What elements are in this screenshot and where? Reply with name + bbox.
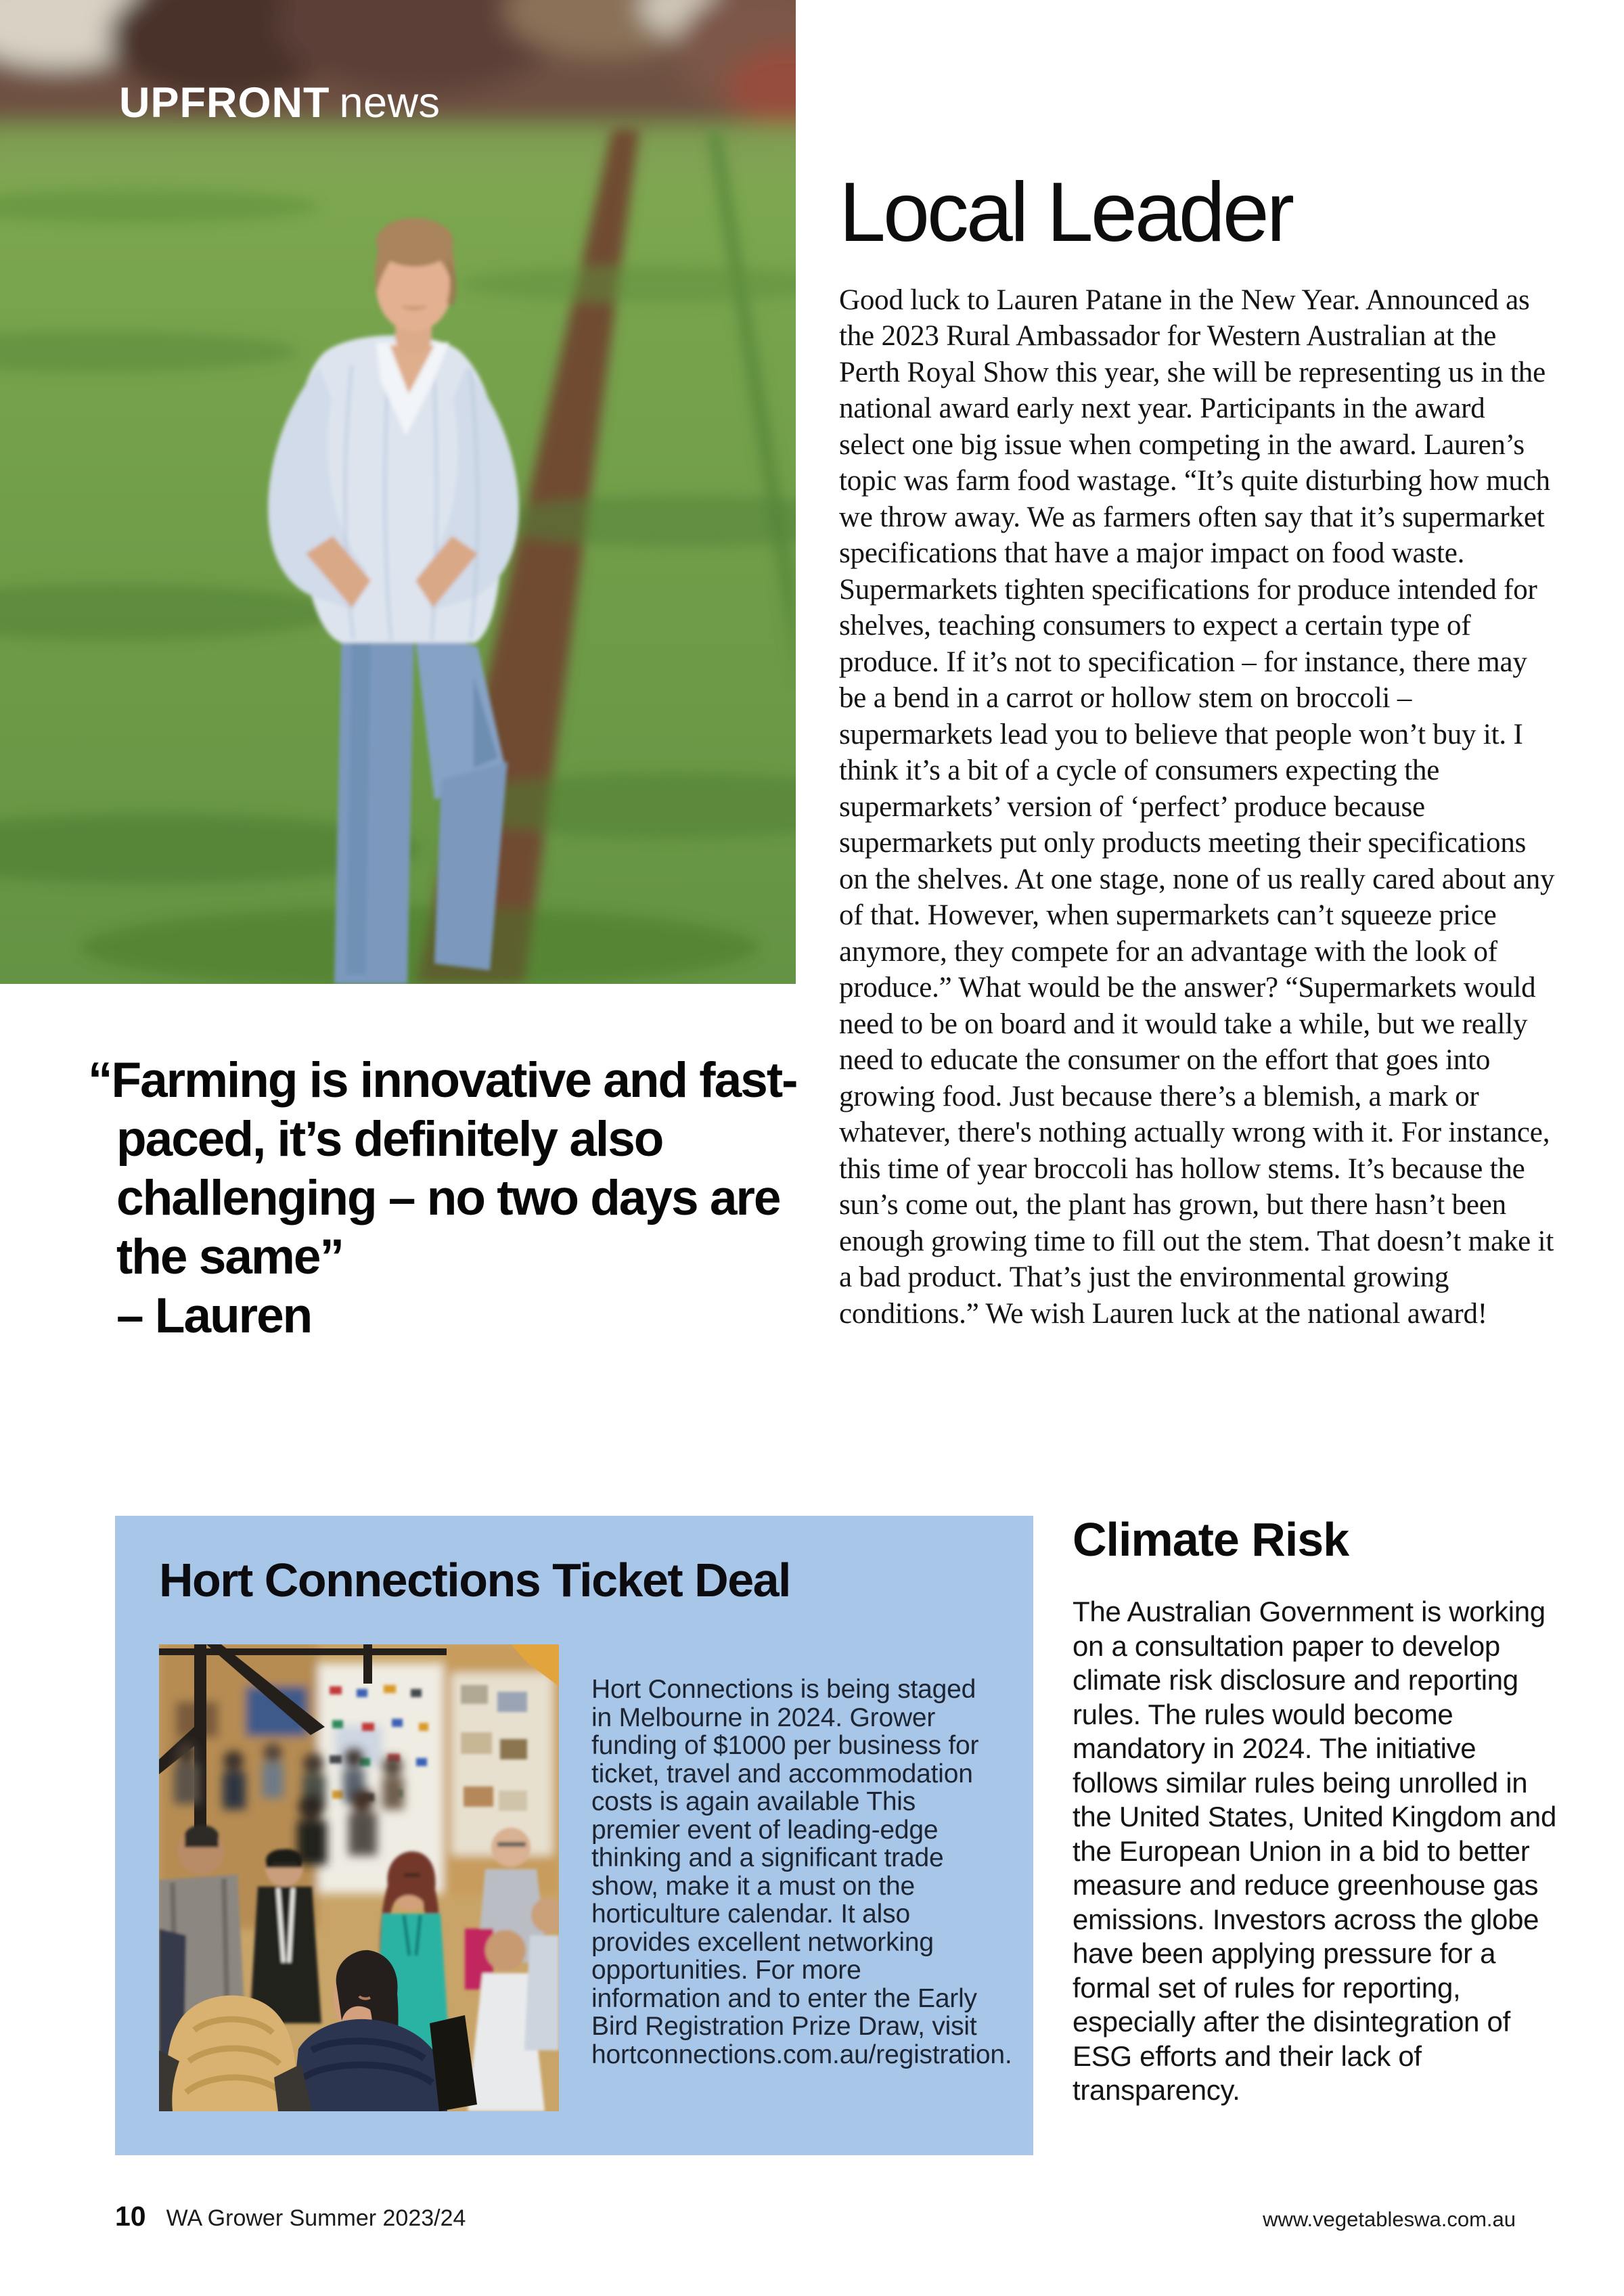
hort-box-body: Hort Connections is being staged in Melbourne in 2024. Grower funding of $1000 per business for ticket, travel and accommodation costs is again available This premier event of leading-edge thinking and a significant trade show, make it a must on the horticulture calendar. It also provides excellent networking opportunities. For more information and to enter the Early Bird Registration Prize Draw, visit hortconnections.com.au/registration. <box>591 1675 1012 2069</box>
local-leader-article <box>839 166 1555 1332</box>
local-leader-body: Good luck to Lauren Patane in the New Year. Announced as the 2023 Rural Ambassador for Western Australian at the Perth Royal Show this year, she will be representing us in the national award early next year. Participants in the award select one big issue when competing in the award. Lauren’s topic was farm food wastage. “It’s quite disturbing how much we throw away. We as farmers often say that it’s supermarket specifications that have a major impact on food waste. Supermarkets tighten specifications for produce intended for shelves, teaching consumers to expect a certain type of produce. If it’s not to specification – for instance, there may be a bend in a carrot or hollow stem on broccoli – supermarkets lead you to believe that people won’t buy it. I think it’s a bit of a cycle of consumers expecting the supermarkets’ version of ‘perfect’ produce because supermarkets put only products meeting their specifications on the shelves. At one stage, none of us really cared about any of that. However, when supermarkets can’t squeeze price anymore, they compete for an advantage with the look of produce.” What would be the answer? “Supermarkets would need to be on board and it would take a while, but we really need to educate the consumer on the effort that goes into growing food. Just because there’s a blemish, a mark or whatever, there's nothing actually wrong with it. For instance, this time of year broccoli has hollow stems. It’s because the sun’s come out, the plant has grown, but there hasn’t been enough growing time to fill out the stem. That doesn’t make it a bad product. That’s just the environmental growing conditions.” We wish Lauren luck at the national award! <box>839 284 1555 1330</box>
hort-box-title: Hort Connections Ticket Deal <box>159 1554 791 1606</box>
climate-risk-body: The Australian Government is working on a consultation paper to develop climate risk disclosure and reporting rules. The rules would become mandatory in 2024. The initiative follows similar rules being unrolled in the United States, United Kingdom and the European Union in a bid to better measure and reduce greenhouse gas emissions. Investors across the globe have been applying pressure for a formal set of rules for reporting, especially after the disintegration of ESG efforts and their lack of transparency. <box>1073 1596 1557 2107</box>
page-number: 10 <box>115 2201 146 2232</box>
masthead-subsection-label: news <box>339 79 441 127</box>
climate-risk-title: Climate Risk <box>1073 1513 1349 1566</box>
pull-quote-text: “Farming is innovative and fast-paced, it’s definitely also challenging – no two days are the same” <box>88 1053 797 1284</box>
local-leader-title: Local Leader <box>839 166 1292 259</box>
field-portrait-image <box>0 0 796 984</box>
masthead <box>119 78 441 127</box>
edition-label: WA Grower Summer 2023/24 <box>166 2205 466 2231</box>
pull-quote-attribution: – Lauren <box>116 1288 312 1343</box>
climate-risk-article <box>1073 1513 1560 2108</box>
website-url: www.vegetableswa.com.au <box>1263 2207 1516 2231</box>
pull-quote <box>88 1051 857 1345</box>
hort-box <box>115 1516 1033 2155</box>
hort-box-photo <box>159 1644 559 2111</box>
page-footer-left <box>115 2201 466 2232</box>
trade-show-crowd-image <box>159 1644 559 2111</box>
masthead-section-label: UPFRONT <box>119 79 330 127</box>
hero-photo <box>0 0 796 984</box>
